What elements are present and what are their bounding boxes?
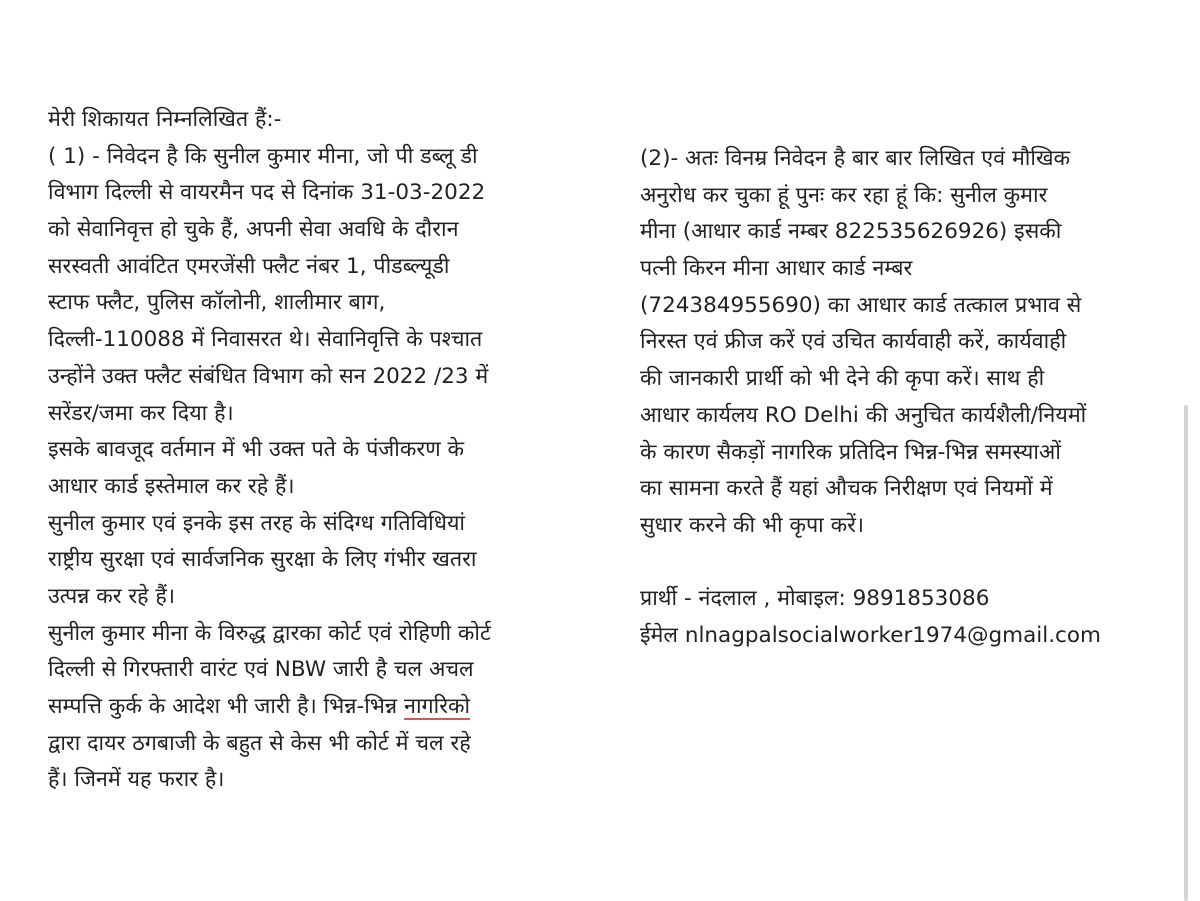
- spellcheck-underlined-word[interactable]: नागरिको: [404, 694, 471, 719]
- request-right-column: [640, 141, 1160, 655]
- complaint-left-column: [48, 102, 588, 799]
- text-line: सरस्वती आवंटित एमरजेंसी फ्लैट नंबर 1, पीडब्ल्यूडी: [48, 253, 450, 279]
- text-line: आधार कार्यलय RO Delhi की अनुचित कार्यशैली/नियमों: [640, 402, 1087, 428]
- text-line: अनुरोध कर चुका हूं पुनः कर रहा हूं कि: सुनील कुमार: [640, 182, 1048, 208]
- text-line: दिल्ली से गिरफ्तारी वारंट एवं NBW जारी है चल अचल: [48, 657, 474, 683]
- text-line: (2)- अतः विनम्र निवेदन है बार बार लिखित एवं मौखिक: [640, 146, 1071, 171]
- text-line: ( 1) - निवेदन है कि सुनील कुमार मीना, जो पी डब्लू डी: [48, 143, 478, 169]
- complaint-heading: मेरी शिकायत निम्नलिखित हैं:-: [48, 107, 282, 132]
- text-line: हैं। जिनमें यह फरार है।: [48, 767, 225, 793]
- applicant-email: ईमेल nlnagpalsocialworker1974@gmail.com: [640, 622, 1101, 648]
- text-line: राष्ट्रीय सुरक्षा एवं सार्वजनिक सुरक्षा के लिए गंभीर खतरा: [48, 547, 477, 573]
- text-line: सुनील कुमार एवं इनके इस तरह के संदिग्ध गतिविधियां: [48, 510, 465, 536]
- paragraph-spacer: [640, 545, 1160, 582]
- vertical-scrollbar[interactable]: [1184, 405, 1188, 901]
- text-line: का सामना करते हैं यहां औचक निरीक्षण एवं नियमों में: [640, 476, 1053, 502]
- text-line: उत्पन्न कर रहे हैं।: [48, 583, 175, 609]
- text-line: सुधार करने की भी कृपा करें।: [640, 512, 865, 538]
- text-line: स्टाफ फ्लैट, पुलिस कॉलोनी, शालीमार बाग,: [48, 290, 386, 316]
- text-line: मीना (आधार कार्ड नम्बर 822535626926) इसकी: [640, 219, 1062, 245]
- text-line: पत्नी किरन मीना आधार कार्ड नम्बर: [640, 256, 913, 282]
- text-line-with-underline: [48, 689, 588, 726]
- text-line: की जानकारी प्रार्थी को भी देने की कृपा करें। साथ ही: [640, 366, 1045, 392]
- text-line: उन्होंने उक्त फ्लैट संबंधित विभाग को सन 2022 /23 में: [48, 363, 489, 389]
- applicant-contact: प्रार्थी - नंदलाल , मोबाइल: 9891853086: [640, 586, 990, 612]
- text-line: निरस्त एवं फ्रीज करें एवं उचित कार्यवाही करें, कार्यवाही: [640, 329, 1067, 355]
- text-line: दिल्ली-110088 में निवासरत थे। सेवानिवृत्ति के पश्चात: [48, 327, 483, 353]
- text-line: द्वारा दायर ठगबाजी के बहुत से केस भी कोर्ट में चल रहे: [48, 730, 471, 756]
- text-line: सुनील कुमार मीना के विरुद्ध द्वारका कोर्ट एवं रोहिणी कोर्ट: [48, 620, 491, 646]
- text-line: (724384955690) का आधार कार्ड तत्काल प्रभाव से: [640, 292, 1082, 318]
- text-line: के कारण सैकड़ों नागरिक प्रतिदिन भिन्न-भिन्न समस्याओं: [640, 439, 1061, 465]
- text-line: आधार कार्ड इस्तेमाल कर रहे हैं।: [48, 473, 295, 499]
- text-line: सरेंडर/जमा कर दिया है।: [48, 400, 234, 426]
- text-line: को सेवानिवृत्त हो चुके हैं, अपनी सेवा अवधि के दौरान: [48, 217, 459, 243]
- text-line: इसके बावजूद वर्तमान में भी उक्त पते के पंजीकरण के: [48, 437, 465, 463]
- text-segment: सम्पत्ति कुर्क के आदेश भी जारी है। भिन्न-भिन्न: [48, 694, 405, 719]
- text-line: विभाग दिल्ली से वायरमैन पद से दिनांक 31-03-2022: [48, 180, 486, 206]
